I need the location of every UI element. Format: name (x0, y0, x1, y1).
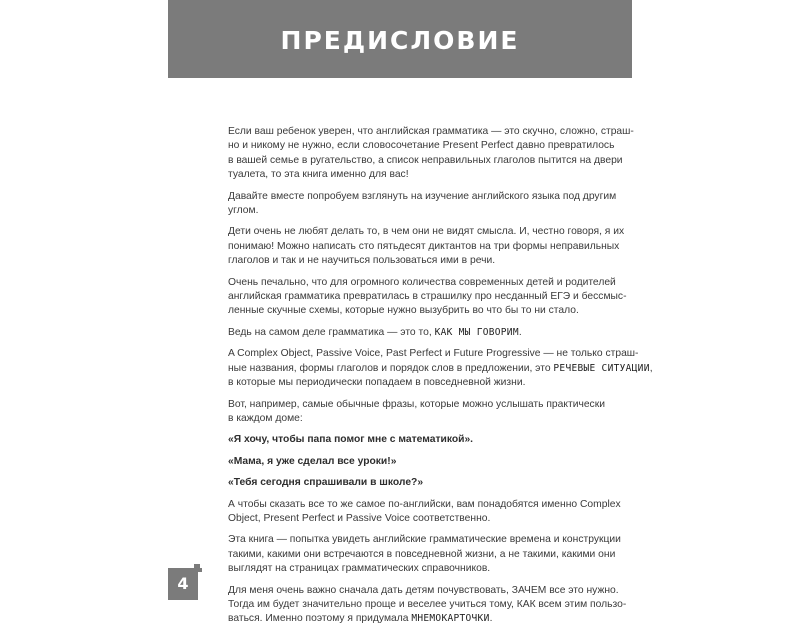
page-title: ПРЕДИСЛОВИЕ (280, 26, 520, 55)
text-line: глаголов и так и не научиться пользоваться ими в речи. (228, 255, 496, 267)
page-number: 4 (177, 574, 189, 593)
body-text (228, 125, 653, 634)
text-line: углом. (228, 205, 259, 217)
text-line (228, 326, 578, 340)
text-line: Вот, например, самые обычные фразы, которые можно услышать практически (228, 398, 605, 410)
text-line: A Complex Object, Passive Voice, Past Perfect и Future Progressive — не только страш- (228, 348, 639, 360)
quote-2 (228, 455, 578, 469)
text-line: в каждом доме: (228, 412, 303, 424)
handwritten-emphasis: КАК МЫ ГОВОРИМ (434, 326, 519, 338)
paragraph-7 (228, 398, 605, 427)
paragraph-10 (228, 584, 627, 627)
text-line: Дети очень не любят делать то, в чем они не видят смысла. И, честно говоря, я их (228, 226, 625, 238)
paragraph-6 (228, 347, 653, 390)
text-line (228, 612, 578, 626)
quote-text: «Мама, я уже сделал все уроки!» (228, 455, 397, 467)
text-run: . (489, 613, 493, 625)
page-number-notch (198, 568, 202, 572)
text-line: Тогда им будет значительно проще и веселее учиться тому, КАК всем этим пользо- (228, 598, 627, 610)
text-run: . (518, 326, 522, 338)
paragraph-9 (228, 533, 621, 576)
text-line: такими, какими они встречаются в повседневной жизни, а не такими, какими они (228, 548, 616, 560)
text-line: выглядят на страницах грамматических справочников. (228, 563, 491, 575)
paragraph-8 (228, 498, 621, 527)
text-run: ваться. Именно поэтому я придумала (228, 613, 412, 625)
paragraph-4 (228, 276, 627, 319)
text-line: Эта книга — попытка увидеть английские грамматические времена и конструкции (228, 534, 621, 546)
paragraph-3 (228, 225, 625, 268)
paragraph-2 (228, 190, 617, 219)
handwritten-emphasis: РЕЧЕВЫЕ СИТУАЦИИ (553, 362, 650, 374)
text-line: ленные скучные схемы, которые нужно вызубрить во что бы то ни стало. (228, 305, 579, 317)
text-line: Очень печально, что для огромного количества современных детей и родителей (228, 276, 616, 288)
text-line: А чтобы сказать все то же самое по-английски, вам понадобятся именно Complex (228, 498, 621, 510)
paragraph-1 (228, 125, 634, 183)
text-run: , (649, 362, 653, 374)
paragraph-5 (228, 326, 578, 340)
text-run: Ведь на самом деле грамматика — это то, (228, 326, 435, 338)
text-line: английская грамматика превратилась в страшилку про несданный ЕГЭ и бессмыс- (228, 291, 627, 303)
text-line: но и никому не нужно, если словосочетание Present Perfect давно превратилось (228, 140, 615, 152)
text-line: Если ваш ребенок уверен, что английская грамматика — это скучно, сложно, страш- (228, 126, 634, 137)
text-line: Давайте вместе попробуем взглянуть на изучение английского языка под другим (228, 190, 617, 202)
text-line: туалета, то эта книга именно для вас! (228, 169, 409, 181)
quote-text: «Тебя сегодня спрашивали в школе?» (228, 477, 424, 489)
text-run: ные названия, формы глаголов и порядок слов в предложении, это (228, 362, 554, 374)
text-line: в которые мы периодически попадаем в повседневной жизни. (228, 377, 526, 389)
header-band (168, 0, 632, 78)
quote-text: «Я хочу, чтобы папа помог мне с математикой». (228, 434, 474, 446)
text-line (228, 362, 653, 376)
text-line: Для меня очень важно сначала дать детям почувствовать, ЗАЧЕМ все это нужно. (228, 584, 619, 596)
quote-1 (228, 433, 578, 447)
text-line: понимаю! Можно написать сто пятьдесят диктантов на три формы неправильных (228, 240, 620, 252)
text-line: Object, Present Perfect и Passive Voice соответственно. (228, 512, 491, 524)
quote-3 (228, 476, 578, 490)
text-line: в вашей семье в ругательство, а список неправильных глаголов пытится на двери (228, 154, 623, 166)
handwritten-emphasis: МНЕМОКАРТОЧКИ (411, 613, 490, 625)
